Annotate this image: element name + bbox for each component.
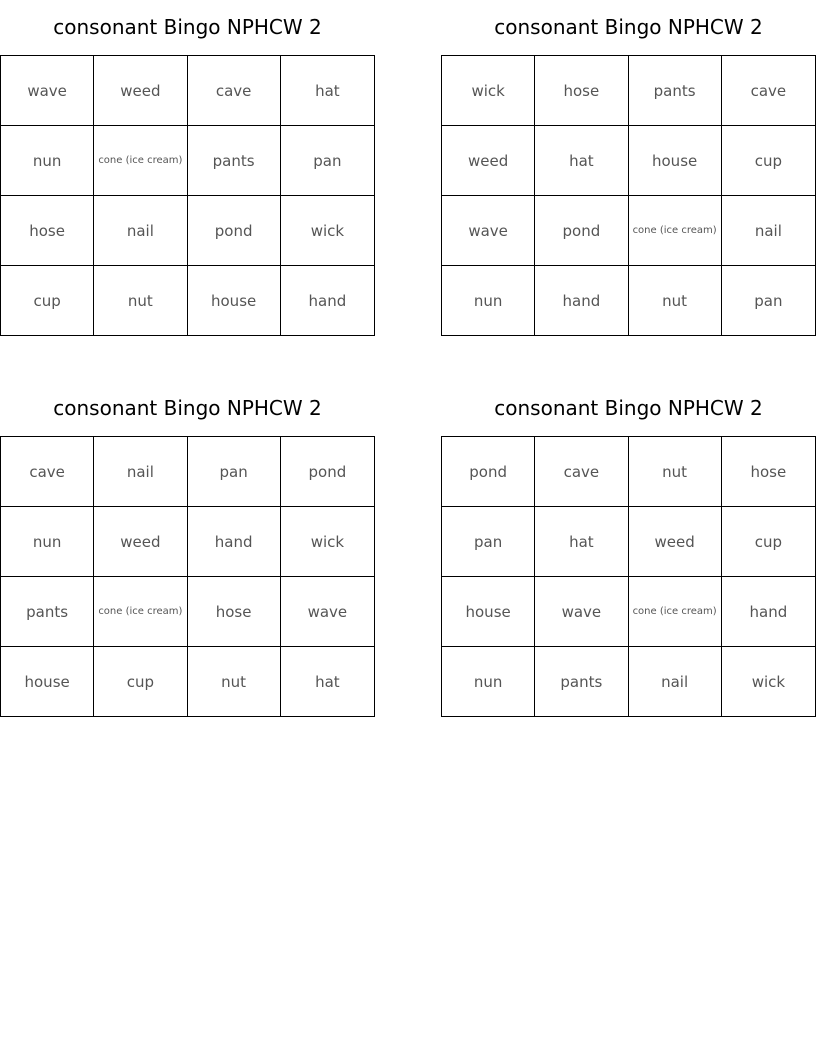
bingo-cell: wave [281,577,374,647]
bingo-card-4 [441,381,816,717]
bingo-cell: cup [722,507,815,577]
bingo-grid [441,55,816,336]
bingo-cell: nun [1,507,94,577]
bingo-cell: cone (ice cream) [94,577,187,647]
bingo-cell: nut [94,266,187,336]
bingo-cell: pants [1,577,94,647]
bingo-card-2 [441,0,816,336]
bingo-cell: pan [442,507,535,577]
bingo-cell: hand [722,577,815,647]
bingo-grid [0,436,375,717]
bingo-cell: hat [535,126,628,196]
bingo-cell: pond [281,437,374,507]
bingo-cell: pond [535,196,628,266]
bingo-cell: nun [442,266,535,336]
bingo-cell: nut [629,437,722,507]
bingo-cell: cone (ice cream) [94,126,187,196]
bingo-cell: wave [442,196,535,266]
bingo-cell: cup [94,647,187,717]
bingo-cell: nail [722,196,815,266]
bingo-cell: house [188,266,281,336]
bingo-cell: cone (ice cream) [629,577,722,647]
bingo-cell: house [629,126,722,196]
bingo-cell: hose [1,196,94,266]
bingo-cell: house [1,647,94,717]
bingo-grid [0,55,375,336]
bingo-cell: hat [535,507,628,577]
bingo-cell: house [442,577,535,647]
bingo-cell: nail [94,437,187,507]
bingo-cell: pond [442,437,535,507]
bingo-cell: pants [535,647,628,717]
bingo-cell: cave [722,56,815,126]
bingo-cell: nun [1,126,94,196]
bingo-cell: hat [315,673,340,691]
bingo-card-1 [0,0,375,336]
bingo-cell: pants [629,56,722,126]
bingo-cell: weed [442,126,535,196]
bingo-cell: cup [722,126,815,196]
bingo-grid [441,436,816,717]
card-title: consonant Bingo NPHCW 2 [494,396,763,420]
bingo-cell: wave [535,577,628,647]
bingo-cell: cave [188,56,281,126]
bingo-cell: pond [188,196,281,266]
bingo-cell: cone (ice cream) [629,196,722,266]
bingo-cell: weed [94,507,187,577]
bingo-cell: hose [535,56,628,126]
bingo-cell: nail [629,647,722,717]
bingo-cell: wick [281,507,374,577]
bingo-cell: pants [188,126,281,196]
bingo-cell: hand [308,292,347,310]
bingo-card-3 [0,381,375,717]
bingo-cell: hose [722,437,815,507]
card-title: consonant Bingo NPHCW 2 [53,15,322,39]
bingo-cell: wick [751,673,786,691]
bingo-cell: nun [442,647,535,717]
bingo-cell: hose [188,577,281,647]
bingo-cell: pan [754,292,783,310]
bingo-cell: nail [94,196,187,266]
bingo-cell: nut [188,647,281,717]
bingo-cell: pan [188,437,281,507]
bingo-cell: weed [94,56,187,126]
bingo-cell: cup [1,266,94,336]
bingo-cell: nut [629,266,722,336]
bingo-cell: hat [281,56,374,126]
bingo-cell: cave [535,437,628,507]
bingo-cell: wick [281,196,374,266]
card-title: consonant Bingo NPHCW 2 [494,15,763,39]
bingo-cell: hand [535,266,628,336]
bingo-cell: cave [1,437,94,507]
bingo-cell: weed [629,507,722,577]
card-title: consonant Bingo NPHCW 2 [53,396,322,420]
bingo-cell: wave [1,56,94,126]
bingo-cell: pan [281,126,374,196]
bingo-cell: wick [442,56,535,126]
bingo-cell: hand [188,507,281,577]
